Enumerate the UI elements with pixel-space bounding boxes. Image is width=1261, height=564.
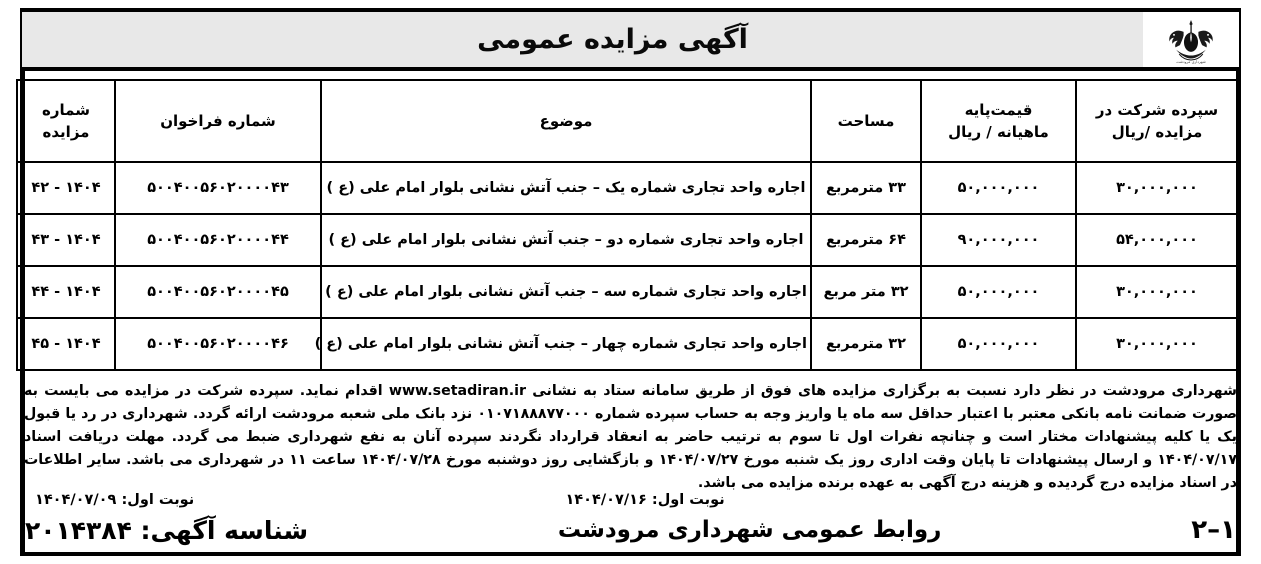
- column-header-base-price-line2: ماهیانه / ریال: [948, 123, 1049, 141]
- table-row: [17, 266, 1238, 318]
- deposit-account-number: ۰۱۰۷۱۸۸۸۷۷۰۰۰: [477, 406, 590, 422]
- cell-subject: اجاره واحد تجاری شماره یک – جنب آتش نشانی بلوار امام علی (ع ): [321, 162, 811, 214]
- column-header-area: مساحت: [811, 80, 921, 162]
- column-header-base-price-line1: قیمت‌پایه: [964, 100, 1033, 119]
- cell-call-no: ۵۰۰۴۰۰۵۶۰۲۰۰۰۰۴۴: [115, 214, 321, 266]
- cell-base-price: ۹۰,۰۰۰,۰۰۰: [921, 214, 1076, 266]
- cell-area: ۳۲ مترمربع: [811, 318, 921, 370]
- footer-dates-row: [25, 482, 1236, 508]
- table-row: [17, 162, 1238, 214]
- cell-call-no: ۵۰۰۴۰۰۵۶۰۲۰۰۰۰۴۳: [115, 162, 321, 214]
- cell-call-no: ۵۰۰۴۰۰۵۶۰۲۰۰۰۰۴۵: [115, 266, 321, 318]
- auction-table: [16, 79, 1239, 371]
- body-part-3: نزد بانک ملی شعبه مرودشت ارائه گردد. شهرداری در رد یا قبول یک یا کلیه پیشنهادات مختار است و چنانچه نفرات اول تا سوم به ترتیب حاضر به انعقاد قرارداد نگردند سپرده آنان به نفع شهرداری ضبط می گردد. مهلت دریافت اسناد ۱۴۰۴/۰۷/۱۷ و ارسال پیشنهادات تا پایان وقت اداری روز یک شنبه مورخ ۱۴۰۴/۰۷/۲۷ و بازگشایی روز دوشنبه مورخ ۱۴۰۴/۰۷/۲۸ ساعت ۱۱ در شهرداری می باشد. سایر اطلاعات در اسناد مزایده درج گردیده و هزینه درج آگهی به عهده برنده مزایده می باشد.: [24, 406, 1237, 491]
- cell-area: ۶۴ مترمربع: [811, 214, 921, 266]
- title-banner: [22, 12, 1143, 67]
- nobat-right-label: نوبت اول: ۱۴۰۴/۰۷/۰۹: [34, 492, 195, 508]
- column-header-subject: موضوع: [321, 80, 811, 162]
- setad-website-link[interactable]: www.setadiran.ir: [388, 383, 527, 399]
- cell-base-price: ۵۰,۰۰۰,۰۰۰: [921, 266, 1076, 318]
- cell-area: ۳۳ مترمربع: [811, 162, 921, 214]
- page-title: آگهی مزایده عمومی: [477, 24, 748, 55]
- column-header-deposit-line2: مزایده /ریال: [1111, 123, 1203, 141]
- footer-main-row: [25, 508, 1236, 552]
- cell-auction-no: ۱۴۰۴ - ۴۵: [17, 318, 115, 370]
- cell-auction-no: ۱۴۰۴ - ۴۳: [17, 214, 115, 266]
- body-part-1: شهرداری مرودشت در نظر دارد نسبت به برگزاری مزایده های فوق از طریق سامانه ستاد به نشانی: [526, 383, 1237, 399]
- cell-base-price: ۵۰,۰۰۰,۰۰۰: [921, 318, 1076, 370]
- announcement-id: شناسه آگهی: ۲۰۱۴۳۸۴: [25, 515, 309, 545]
- cell-area: ۳۲ متر مربع: [811, 266, 921, 318]
- column-header-base-price: [921, 80, 1076, 162]
- cell-call-no: ۵۰۰۴۰۰۵۶۰۲۰۰۰۰۴۶: [115, 318, 321, 370]
- cell-subject: اجاره واحد تجاری شماره دو – جنب آتش نشانی بلوار امام علی (ع ): [321, 214, 811, 266]
- header-underline: [22, 67, 1239, 71]
- cell-base-price: ۵۰,۰۰۰,۰۰۰: [921, 162, 1076, 214]
- column-header-call-no: شماره فراخوان: [115, 80, 321, 162]
- public-relations-label: روابط عمومی شهرداری مرودشت: [557, 517, 942, 543]
- cell-deposit: ۵۴,۰۰۰,۰۰۰: [1076, 214, 1238, 266]
- cell-deposit: ۳۰,۰۰۰,۰۰۰: [1076, 266, 1238, 318]
- document-footer: [25, 482, 1236, 556]
- cell-deposit: ۳۰,۰۰۰,۰۰۰: [1076, 162, 1238, 214]
- emblem-icon: [1154, 15, 1228, 65]
- municipality-logo: [1143, 12, 1239, 67]
- column-header-deposit: [1076, 80, 1238, 162]
- announcement-body: [24, 380, 1237, 495]
- body-part-2: اقدام نماید. سپرده شرکت در مزایده می بایست به صورت ضمانت نامه بانکی معتبر با اعتبار حداقل سه ماه یا واریز وجه به حساب سپرده شماره: [24, 383, 1238, 422]
- page-number: ۱–۲: [1191, 515, 1236, 545]
- cell-auction-no: ۱۴۰۴ - ۴۲: [17, 162, 115, 214]
- cell-auction-no: ۱۴۰۴ - ۴۴: [17, 266, 115, 318]
- table-header: [17, 80, 1238, 162]
- table-body: [17, 162, 1238, 370]
- column-header-auction-no: شماره مزایده: [17, 80, 115, 162]
- table-row: [17, 214, 1238, 266]
- cell-subject: اجاره واحد تجاری شماره چهار – جنب آتش نشانی بلوار امام علی (ع ): [321, 318, 811, 370]
- table-header-row: [17, 80, 1238, 162]
- cell-subject: اجاره واحد تجاری شماره سه – جنب آتش نشانی بلوار امام علی (ع ): [321, 266, 811, 318]
- document-header: [22, 12, 1239, 67]
- column-header-deposit-line1: سپرده شرکت در: [1095, 100, 1219, 119]
- cell-deposit: ۳۰,۰۰۰,۰۰۰: [1076, 318, 1238, 370]
- svg-text:شهرداری مرودشت: شهرداری مرودشت: [1176, 59, 1206, 64]
- table-row: [17, 318, 1238, 370]
- nobat-mid-label: نوبت اول: ۱۴۰۴/۰۷/۱۶: [565, 492, 725, 508]
- bottom-rule: [20, 552, 1241, 556]
